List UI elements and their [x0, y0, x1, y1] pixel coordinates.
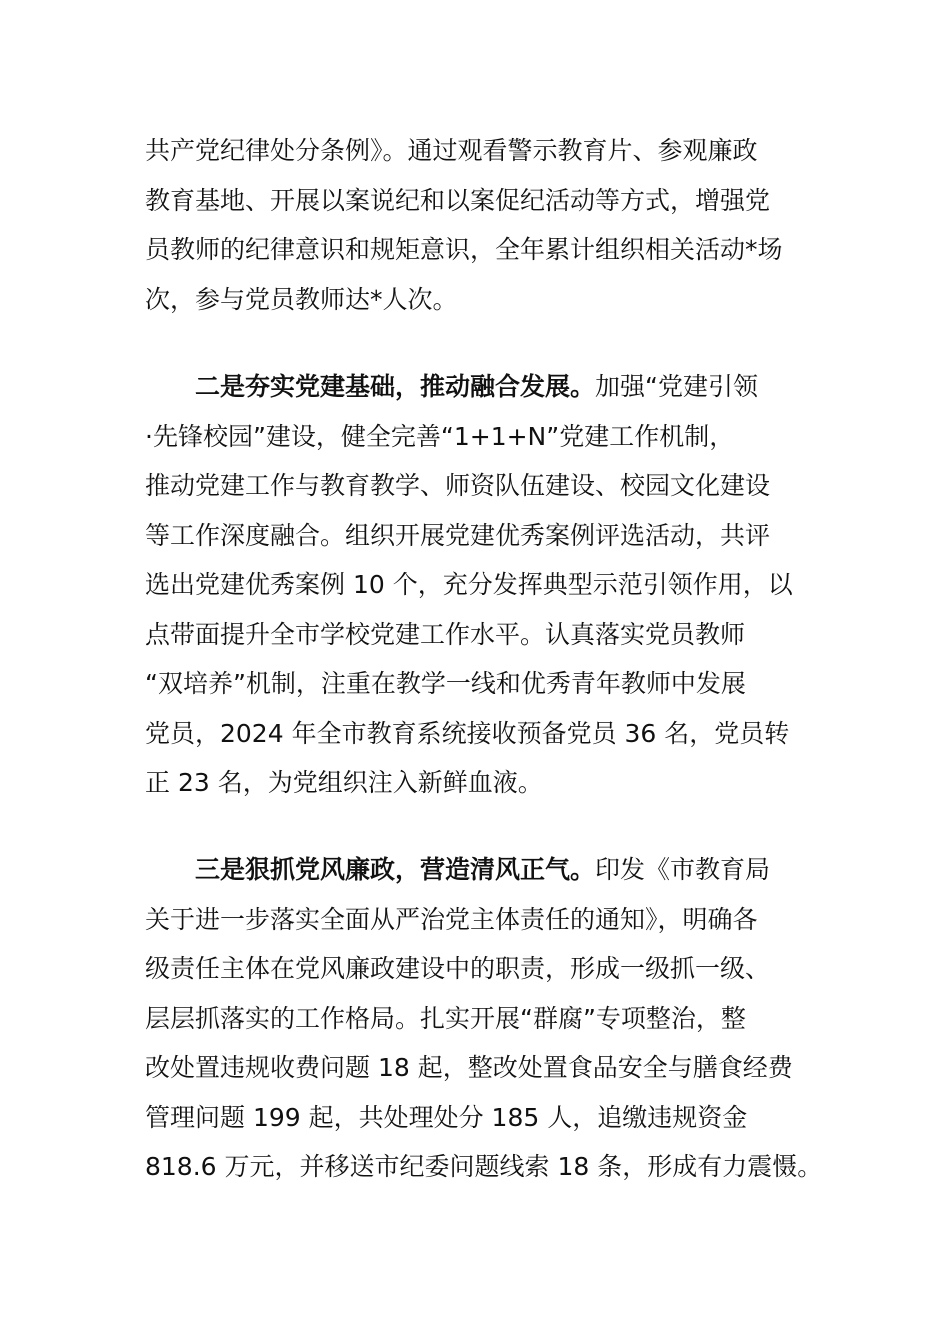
- paragraph-clean-governance: [145, 845, 825, 1192]
- paragraph-line: 党员，2024 年全市教育系统接收预备党员 36 名，党员转: [145, 718, 790, 748]
- paragraph-line: 正 23 名，为党组织注入新鲜血液。: [145, 768, 543, 797]
- paragraph-first-line: [145, 362, 825, 412]
- paragraph-first-line: [145, 845, 825, 895]
- paragraph-heading: 二是夯实党建基础，推动融合发展。: [195, 372, 596, 401]
- paragraph-line: 级责任主体在党风廉政建设中的职责，形成一级抓一级、: [145, 954, 771, 983]
- paragraph-line: 选出党建优秀案例 10 个，充分发挥典型示范引领作用，以: [145, 570, 793, 599]
- paragraph-line: 818.6 万元，并移送市纪委问题线索 18 条，形成有力震慑。: [145, 1152, 823, 1181]
- paragraph-line: 点带面提升全市学校党建工作水平。认真落实党员教师: [145, 619, 746, 649]
- paragraph-party-building: [145, 362, 825, 808]
- paragraph-line: 推动党建工作与教育教学、师资队伍建设、校园文化建设: [145, 471, 771, 500]
- paragraph-line: 员教师的纪律意识和规矩意识，全年累计组织相关活动*场: [145, 235, 783, 264]
- paragraph-line-text: 加强“党建引领: [595, 372, 758, 401]
- paragraph-line: ·先锋校园”建设，健全完善“1+1+N”党建工作机制，: [145, 421, 735, 451]
- paragraph-line: 改处置违规收费问题 18 起，整改处置食品安全与膳食经费: [145, 1053, 793, 1082]
- paragraph-line-text: 印发《市教育局: [595, 855, 771, 884]
- paragraph-line: 教育基地、开展以案说纪和以案促纪活动等方式，增强党: [145, 185, 771, 215]
- paragraph-line: 次，参与党员教师达*人次。: [145, 284, 458, 314]
- paragraph-line: 层层抓落实的工作格局。扎实开展“群腐”专项整治，整: [145, 1003, 746, 1033]
- paragraph-discipline-education: [145, 126, 825, 324]
- paragraph-heading: 三是狠抓党风廉政，营造清风正气。: [195, 855, 596, 884]
- paragraph-line: 等工作深度融合。组织开展党建优秀案例评选活动，共评: [145, 520, 771, 550]
- paragraph-line: 关于进一步落实全面从严治党主体责任的通知》，明确各: [145, 904, 758, 934]
- paragraph-line: 共产党纪律处分条例》。通过观看警示教育片、参观廉政: [145, 136, 758, 165]
- paragraph-line: “双培养”机制，注重在教学一线和优秀青年教师中发展: [145, 669, 746, 698]
- paragraph-line: 管理问题 199 起，共处理处分 185 人，追缴违规资金: [145, 1102, 748, 1132]
